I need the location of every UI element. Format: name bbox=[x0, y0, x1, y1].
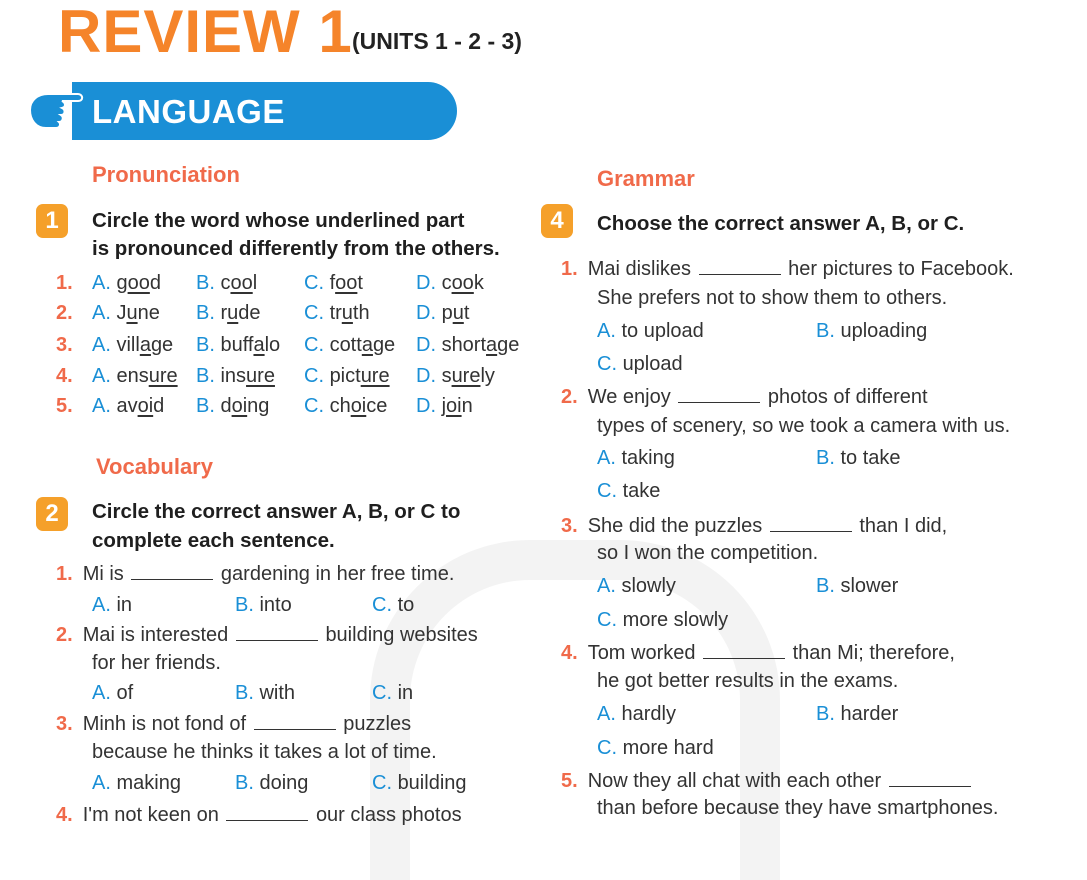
exercise-1-badge: 1 bbox=[36, 204, 68, 238]
exercise-1-instruction-line1: Circle the word whose underlined part bbox=[92, 209, 465, 232]
exercise-4-badge: 4 bbox=[541, 204, 573, 238]
pronunciation-row-2-option-c[interactable]: C. truth bbox=[304, 302, 370, 324]
underlined-part: u bbox=[227, 302, 239, 324]
vocab-question-1: 1. Mi is gardening in her free time. bbox=[56, 563, 455, 585]
vocab-q2-option-b[interactable]: B. with bbox=[235, 682, 296, 704]
pronunciation-row-2-number: 2. bbox=[56, 302, 73, 324]
pronunciation-row-5-option-a[interactable]: A. avoid bbox=[92, 395, 165, 417]
pronunciation-row-1-option-b[interactable]: B. cool bbox=[196, 272, 258, 294]
vocab-question-2: 2. Mai is interested building websites bbox=[56, 624, 478, 646]
underlined-part: u bbox=[452, 302, 464, 324]
pronunciation-row-4-option-a[interactable]: A. ensure bbox=[92, 365, 178, 387]
pronunciation-row-5-option-c[interactable]: C. choice bbox=[304, 395, 388, 417]
vocab-q2-option-c[interactable]: C. in bbox=[372, 682, 414, 704]
pronunciation-row-5-number: 5. bbox=[56, 395, 73, 417]
grammar-question-4-line2: he got better results in the exams. bbox=[597, 670, 899, 692]
exercise-4-instruction: Choose the correct answer A, B, or C. bbox=[597, 212, 965, 235]
pronunciation-row-4-number: 4. bbox=[56, 365, 73, 387]
vocab-q2-option-a[interactable]: A. of bbox=[92, 682, 134, 704]
underlined-part: ure bbox=[360, 365, 390, 387]
grammar-question-1-line2: She prefers not to show them to others. bbox=[597, 287, 948, 309]
pronunciation-row-1-option-c[interactable]: C. foot bbox=[304, 272, 363, 294]
pronunciation-row-3-option-d[interactable]: D. shortage bbox=[416, 334, 520, 356]
pronunciation-row-4-option-c[interactable]: C. picture bbox=[304, 365, 390, 387]
pronunciation-row-2-option-a[interactable]: A. June bbox=[92, 302, 160, 324]
underlined-part: oo bbox=[335, 272, 358, 294]
grammar-q1-option-c[interactable]: C. upload bbox=[597, 353, 683, 375]
pronunciation-row-3-number: 3. bbox=[56, 334, 73, 356]
underlined-part: oi bbox=[446, 395, 462, 417]
underlined-part: oi bbox=[350, 395, 367, 417]
grammar-question-3-line2: so I won the competition. bbox=[597, 542, 819, 564]
grammar-q3-option-b[interactable]: B. slower bbox=[816, 575, 899, 597]
grammar-q1-option-b[interactable]: B. uploading bbox=[816, 320, 928, 342]
pronunciation-row-2-option-d[interactable]: D. put bbox=[416, 302, 470, 324]
grammar-question-5-line2: than before because they have smartphones. bbox=[597, 797, 999, 819]
exercise-2-instruction-line1: Circle the correct answer A, B, or C to bbox=[92, 500, 461, 523]
pronunciation-row-2-option-b[interactable]: B. rude bbox=[196, 302, 261, 324]
pronunciation-row-4-option-b[interactable]: B. insure bbox=[196, 365, 275, 387]
pronunciation-row-5-option-d[interactable]: D. join bbox=[416, 395, 473, 417]
vocab-question-2-line2: for her friends. bbox=[92, 652, 221, 674]
underlined-part: u bbox=[126, 302, 138, 324]
grammar-q2-option-a[interactable]: A. taking bbox=[597, 447, 675, 469]
background-watermark bbox=[370, 540, 780, 880]
pronunciation-heading: Pronunciation bbox=[92, 162, 240, 187]
grammar-q4-option-b[interactable]: B. harder bbox=[816, 703, 899, 725]
vocab-q1-option-c[interactable]: C. to bbox=[372, 594, 415, 616]
language-banner-label: LANGUAGE bbox=[92, 93, 285, 130]
pronunciation-row-1-option-a[interactable]: A. good bbox=[92, 272, 161, 294]
underlined-part: oi bbox=[231, 395, 248, 417]
grammar-q2-option-b[interactable]: B. to take bbox=[816, 447, 901, 469]
pronunciation-row-5-option-b[interactable]: B. doing bbox=[196, 395, 270, 417]
exercise-2-badge: 2 bbox=[36, 497, 68, 531]
pronunciation-row-4-option-d[interactable]: D. surely bbox=[416, 365, 495, 387]
grammar-question-2-line2: types of scenery, so we took a camera with us. bbox=[597, 415, 1011, 437]
pronunciation-row-3-option-c[interactable]: C. cottage bbox=[304, 334, 396, 356]
pronunciation-row-1-option-d[interactable]: D. cook bbox=[416, 272, 484, 294]
grammar-q3-option-a[interactable]: A. slowly bbox=[597, 575, 676, 597]
vocabulary-heading: Vocabulary bbox=[96, 454, 213, 479]
underlined-part: u bbox=[341, 302, 353, 324]
exercise-1-instruction-line2: is pronounced differently from the others. bbox=[92, 237, 500, 260]
vocab-question-4: 4. I'm not keen on our class photos bbox=[56, 804, 462, 826]
grammar-question-5: 5. Now they all chat with each other bbox=[561, 770, 973, 793]
pronunciation-row-1-number: 1. bbox=[56, 272, 73, 294]
exercise-2-instruction-line2: complete each sentence. bbox=[92, 529, 335, 552]
vocab-question-3: 3. Minh is not fond of puzzles bbox=[56, 713, 412, 735]
underlined-part: ure bbox=[246, 365, 275, 387]
grammar-question-3: 3. She did the puzzles than I did, bbox=[561, 515, 948, 537]
vocab-q1-option-b[interactable]: B. into bbox=[235, 594, 292, 616]
grammar-heading: Grammar bbox=[597, 166, 695, 191]
grammar-question-4: 4. Tom worked than Mi; therefore, bbox=[561, 642, 955, 664]
underlined-part: a bbox=[253, 334, 265, 356]
vocab-q3-option-a[interactable]: A. making bbox=[92, 772, 181, 794]
pointing-hand-icon bbox=[26, 88, 86, 132]
underlined-part: oo bbox=[127, 272, 150, 294]
vocab-q3-option-b[interactable]: B. doing bbox=[235, 772, 309, 794]
underlined-part: oi bbox=[137, 395, 154, 417]
underlined-part: a bbox=[139, 334, 151, 356]
grammar-question-2: 2. We enjoy photos of different bbox=[561, 386, 928, 408]
grammar-question-1: 1. Mai dislikes her pictures to Facebook. bbox=[561, 258, 1014, 280]
vocab-question-3-line2: because he thinks it takes a lot of time. bbox=[92, 741, 437, 763]
underlined-part: a bbox=[486, 334, 498, 356]
underlined-part: oo bbox=[230, 272, 253, 294]
grammar-q4-option-c[interactable]: C. more hard bbox=[597, 737, 714, 759]
grammar-q4-option-a[interactable]: A. hardly bbox=[597, 703, 676, 725]
underlined-part: a bbox=[361, 334, 373, 356]
underlined-part: oo bbox=[451, 272, 474, 294]
grammar-q3-option-c[interactable]: C. more slowly bbox=[597, 609, 729, 631]
pronunciation-row-3-option-b[interactable]: B. buffalo bbox=[196, 334, 281, 356]
underlined-part: ure bbox=[148, 365, 178, 387]
review-units-subtitle: (UNITS 1 - 2 - 3) bbox=[352, 28, 522, 54]
vocab-q3-option-c[interactable]: C. building bbox=[372, 772, 467, 794]
grammar-q2-option-c[interactable]: C. take bbox=[597, 480, 661, 502]
review-title: REVIEW 1 bbox=[58, 0, 353, 65]
underlined-part: ure bbox=[451, 365, 481, 387]
vocab-q1-option-a[interactable]: A. in bbox=[92, 594, 133, 616]
grammar-q1-option-a[interactable]: A. to upload bbox=[597, 320, 704, 342]
pronunciation-row-3-option-a[interactable]: A. village bbox=[92, 334, 174, 356]
